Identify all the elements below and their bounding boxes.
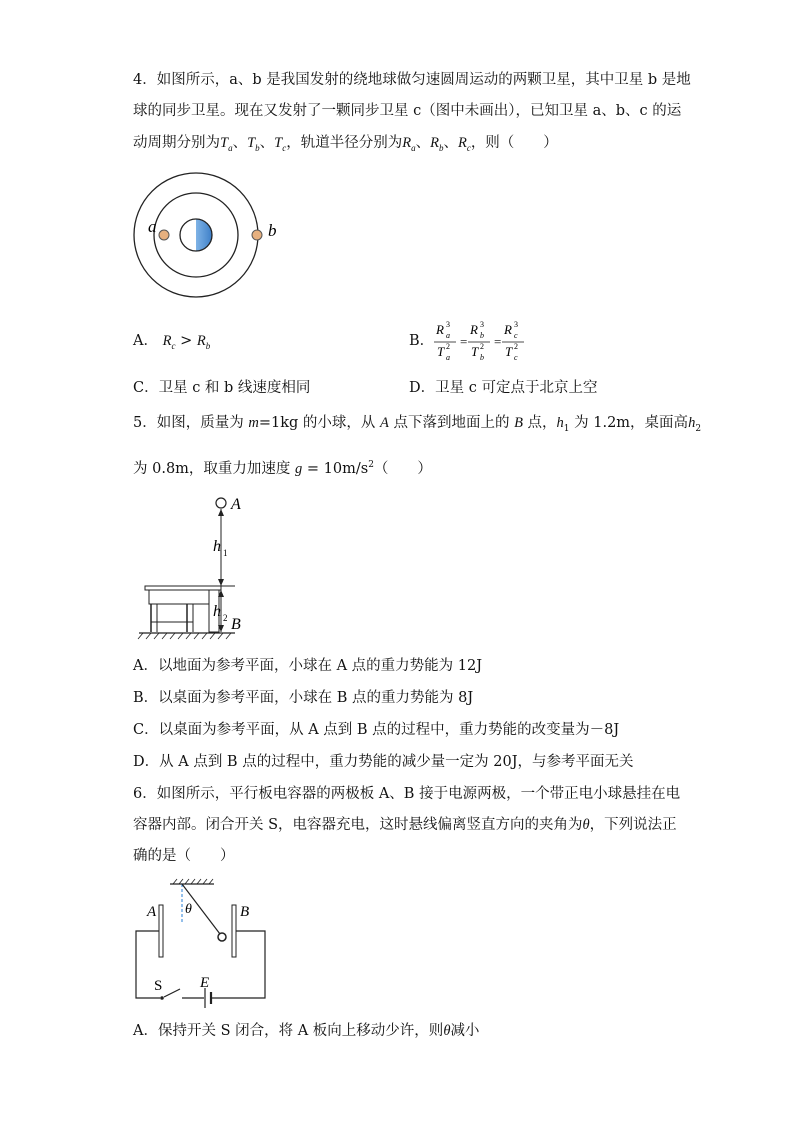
q4-option-a[interactable]: A． $R_c > R_b$ bbox=[133, 333, 211, 351]
label-a: a bbox=[148, 217, 157, 236]
q6-stem-line-2: 容器内部。闭合开关 S，电容器充电，这时悬线偏离竖直方向的夹角为θ，下列说法正 bbox=[133, 817, 677, 833]
svg-text:=: = bbox=[460, 334, 468, 349]
q4-option-b-prefix[interactable]: B． bbox=[409, 333, 435, 349]
plate-a bbox=[159, 905, 163, 957]
satellite-a bbox=[159, 230, 169, 240]
q4-option-b-formula bbox=[432, 318, 532, 364]
q5-option-a[interactable]: A．以地面为参考平面，小球在 A 点的重力势能为 12J bbox=[133, 658, 483, 674]
plate-b bbox=[232, 905, 236, 957]
table-top bbox=[145, 586, 221, 590]
satellite-b bbox=[252, 230, 262, 240]
table-drawer bbox=[149, 590, 209, 604]
svg-text:B: B bbox=[231, 616, 241, 633]
svg-text:R: R bbox=[504, 322, 512, 337]
svg-text:1: 1 bbox=[223, 548, 228, 558]
q4-stem-line-1: 4．如图所示，a、b 是我国发射的绕地球做匀速圆周运动的两颗卫星，其中卫星 b 是地 bbox=[133, 72, 691, 88]
svg-text:A: A bbox=[231, 496, 241, 513]
svg-text:b: b bbox=[480, 353, 484, 362]
svg-text:A: A bbox=[147, 904, 157, 920]
svg-text:3: 3 bbox=[446, 320, 450, 329]
q5-option-d[interactable]: D．从 A 点到 B 点的过程中，重力势能的减少量一定为 20J，与参考平面无关 bbox=[133, 754, 634, 770]
svg-text:B: B bbox=[240, 904, 250, 920]
svg-text:3: 3 bbox=[480, 320, 484, 329]
ball-icon bbox=[216, 498, 226, 508]
charged-ball-icon bbox=[218, 933, 226, 941]
svg-text:T: T bbox=[505, 344, 513, 359]
svg-text:T: T bbox=[471, 344, 479, 359]
svg-text:c: c bbox=[514, 331, 518, 340]
svg-text:R: R bbox=[470, 322, 478, 337]
q5-option-c[interactable]: C．以桌面为参考平面，从 A 点到 B 点的过程中，重力势能的改变量为－8J bbox=[133, 722, 620, 738]
q6-stem-line-1: 6．如图所示，平行板电容器的两极板 A、B 接于电源两极，一个带正电小球悬挂在电 bbox=[133, 786, 681, 802]
svg-text:b: b bbox=[480, 331, 484, 340]
svg-text:a: a bbox=[446, 331, 450, 340]
q5-option-b[interactable]: B．以桌面为参考平面，小球在 B 点的重力势能为 8J bbox=[133, 690, 474, 706]
svg-text:R: R bbox=[436, 322, 444, 337]
q5-stem-line-1: 5．如图，质量为 m=1kg 的小球，从 A 点下落到地面上的 B 点，$h_1$ 为 1.2m，桌面高$h_2$ bbox=[133, 415, 702, 434]
svg-text:h: h bbox=[213, 538, 221, 555]
q4-option-d[interactable]: D．卫星 c 可定点于北京上空 bbox=[409, 380, 598, 396]
svg-text:E: E bbox=[200, 975, 210, 991]
label-b: b bbox=[268, 221, 277, 240]
q5-ball-table-figure bbox=[135, 490, 265, 645]
svg-text:2: 2 bbox=[223, 613, 228, 623]
q4-orbit-figure bbox=[120, 170, 290, 310]
q4-stem-line-2: 球的同步卫星。现在又发射了一颗同步卫星 c（图中未画出），已知卫星 a、b、c 的运 bbox=[133, 103, 682, 119]
svg-text:2: 2 bbox=[514, 342, 518, 351]
svg-text:h: h bbox=[213, 603, 221, 620]
svg-text:θ: θ bbox=[185, 902, 192, 917]
q6-capacitor-circuit-figure bbox=[130, 878, 275, 1008]
q4-stem-line-3: 动周期分别为$T_a$、$T_b$、$T_c$，轨道半径分别为$R_a$、$R_b$、$R_c$，则（ ） bbox=[133, 135, 558, 153]
svg-text:2: 2 bbox=[480, 342, 484, 351]
svg-text:S: S bbox=[154, 978, 163, 994]
svg-text:=: = bbox=[494, 334, 502, 349]
earth-icon bbox=[180, 219, 212, 251]
svg-text:T: T bbox=[437, 344, 445, 359]
q6-option-a[interactable]: A．保持开关 S 闭合，将 A 板向上移动少许，则θ减小 bbox=[133, 1023, 480, 1039]
q6-stem-line-3: 确的是（ ） bbox=[133, 848, 235, 864]
svg-text:3: 3 bbox=[514, 320, 518, 329]
svg-text:a: a bbox=[446, 353, 450, 362]
q4-option-c[interactable]: C．卫星 c 和 b 线速度相同 bbox=[133, 380, 311, 396]
switch-lever bbox=[164, 989, 180, 997]
svg-text:2: 2 bbox=[446, 342, 450, 351]
svg-text:c: c bbox=[514, 353, 518, 362]
q5-stem-line-2: 为 0.8m，取重力加速度 $g = 10m/s^2$（ ） bbox=[133, 460, 432, 477]
